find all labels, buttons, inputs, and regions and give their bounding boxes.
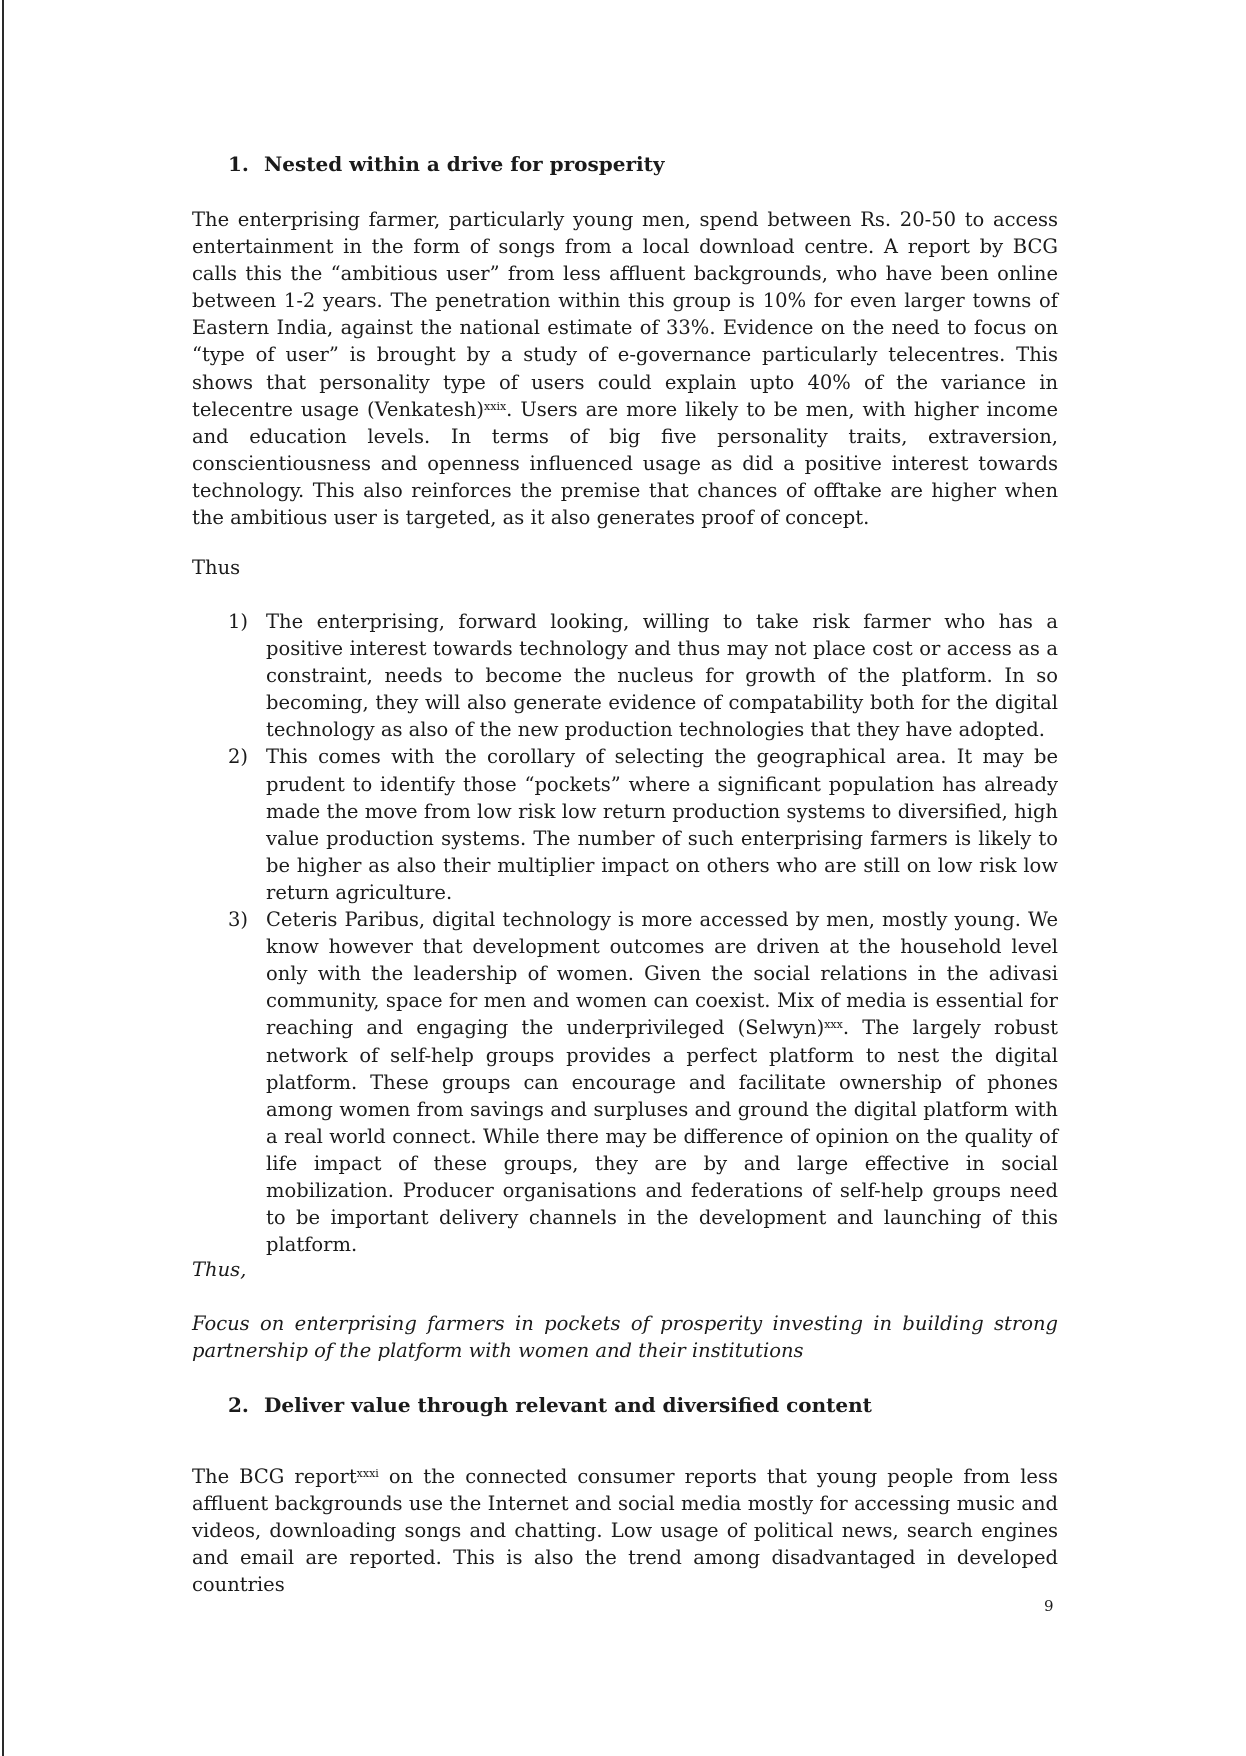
section-title: Deliver value through relevant and diversified content [264,1393,872,1417]
thus-italic-label: Thus, [192,1258,247,1281]
list-item [228,608,1058,743]
endnote-ref: xxix [484,399,507,413]
section-heading-1 [228,151,665,178]
page-number: 9 [1044,1597,1054,1615]
body-paragraph-1 [192,206,1058,531]
list-item-text: The enterprising, forward looking, willing to take risk farmer who has a positive interest towards technology and thus may not place cost or access as a constraint, needs to become the nucleus for growth of the platform. In so becoming, they will also generate evidence of compatability both for the digital technology as also of the new production technologies that they have adopted. [266,610,1058,742]
conclusion-statement: Focus on enterprising farmers in pockets of prosperity investing in building strong partnership of the platform with women and their institutions [192,1312,1058,1363]
list-item [228,906,1058,1258]
thus-label: Thus [192,556,241,579]
list-marker: 2) [228,745,249,769]
list-item-text: Ceteris Paribus, digital technology is more accessed by men, mostly young. We know however that development outcomes are driven at the household level only with the leadership of women. Given the social relations in the adivasi community, space for men and women can coexist. Mix of media is essential for reaching and engaging the underprivileged (Selwyn) [266,908,1058,1040]
body-paragraph-2 [192,1463,1058,1598]
endnote-ref: xxx [824,1018,843,1032]
endnote-ref: xxxi [356,1467,379,1480]
numbered-list [228,608,1058,1258]
paragraph-text: The BCG report [192,1465,357,1488]
section-heading-2 [228,1392,872,1419]
paragraph-text: . Users are more likely to be men, with higher income and education levels. In terms of big five personality traits, extraversion, conscientiousness and openness influenced usage as did a positive interest towards technology. This also reinforces the premise that chances of offtake are higher when the ambitious user is targeted, as it also generates proof of concept. [192,397,1058,530]
paragraph-text: The enterprising farmer, particularly young men, spend between Rs. 20-50 to access entertainment in the form of songs from a local download centre. A report by BCG calls this the “ambitious user” from less affluent backgrounds, who have been online between 1-2 years. The penetration within this group is 10% for even larger towns of Eastern India, against the national estimate of 33%. Evidence on the need to focus on “type of user” is brought by a study of e-governance particularly telecentres. This shows that personality type of users could explain upto 40% of the variance in telecentre usage (Venkatesh) [192,208,1058,421]
list-marker: 1) [228,610,249,633]
list-item-text: This comes with the corollary of selecting the geographical area. It may be prudent to identify those “pockets” where a significant population has already made the move from low risk low return production systems to diversified, high value production systems. The number of such enterprising farmers is likely to be higher as also their multiplier impact on others who are still on low risk low return agriculture. [266,745,1058,904]
list-item-text: . The largely robust network of self-help groups provides a perfect platform to nest the digital platform. These groups can encourage and facilitate ownership of phones among women from savings and surpluses and ground the digital platform with a real world connect. While there may be difference of opinion on the quality of life impact of these groups, they are by and large effective in social mobilization. Producer organisations and federations of self-help groups need to be important delivery channels in the development and launching of this platform. [266,1016,1058,1257]
section-title: Nested within a drive for prosperity [264,152,665,176]
page-margin-border [2,0,4,1756]
paragraph-text: on the connected consumer reports that young people from less affluent backgrounds use the Internet and social media mostly for accessing music and videos, downloading songs and chatting. Low usage of political news, search engines and email are reported. This is also the trend among disadvantaged in developed countries [192,1465,1058,1597]
list-item [228,743,1058,906]
section-number: 2. [228,1393,249,1417]
section-number: 1. [228,152,249,176]
list-marker: 3) [228,908,249,932]
